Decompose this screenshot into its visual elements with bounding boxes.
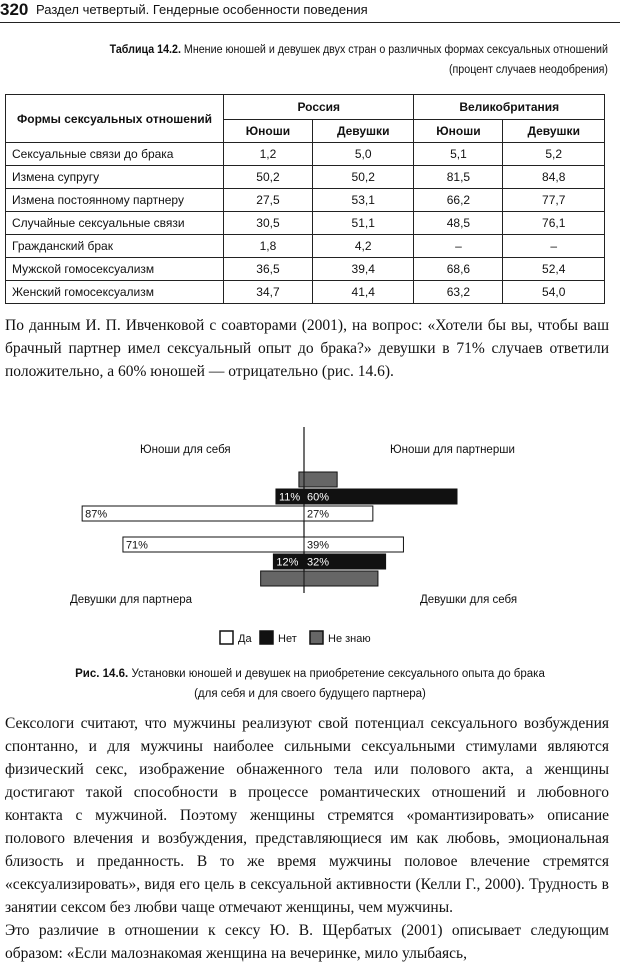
table-row — [6, 189, 605, 212]
table-cell: 77,7 — [503, 189, 605, 212]
table-cell: 50,2 — [224, 166, 313, 189]
subheader: Юноши — [414, 120, 503, 143]
bar-left-3 — [123, 537, 304, 552]
figure-chart — [40, 425, 600, 655]
table-cell: 66,2 — [414, 189, 503, 212]
figure-caption-label: Рис. 14.6. — [75, 668, 129, 680]
subheader: Юноши — [224, 120, 313, 143]
row-label: Гражданский брак — [6, 235, 224, 258]
quadrant-label-top-right: Юноши для партнерши — [390, 444, 515, 456]
running-header — [0, 0, 620, 23]
table-cell: 53,1 — [312, 189, 414, 212]
figure-caption-text: Установки юношей и девушек на приобретение сексуального опыта до брака — [131, 668, 545, 680]
quadrant-label-bottom-right: Девушки для себя — [420, 594, 518, 606]
table-cell: 63,2 — [414, 281, 503, 304]
table-cell: 52,4 — [503, 258, 605, 281]
table-row — [6, 143, 605, 166]
subheader: Девушки — [503, 120, 605, 143]
table-cell: 5,1 — [414, 143, 503, 166]
legend-label-2: Не знаю — [328, 633, 371, 645]
table-cell: 41,4 — [312, 281, 414, 304]
quadrant-label-top-left: Юноши для себя — [140, 444, 231, 456]
table-cell: 5,2 — [503, 143, 605, 166]
table-row — [6, 258, 605, 281]
data-table — [5, 94, 605, 304]
bar-left-5 — [261, 571, 304, 586]
table-cell: 68,6 — [414, 258, 503, 281]
bar-label-left-4: 12% — [276, 556, 299, 569]
page-number: 320 — [0, 0, 29, 19]
table-cell: 76,1 — [503, 212, 605, 235]
table-cell: 1,2 — [224, 143, 313, 166]
table-cell: 81,5 — [414, 166, 503, 189]
bar-label-right-2: 27% — [307, 508, 330, 521]
legend-swatch-1 — [260, 631, 273, 644]
bar-right-5 — [304, 571, 378, 586]
paragraph-2: Сексологи считают, что мужчины реализуют свой потенциал сексуального возбуждения спонтанно, и для мужчины наиболее сильными сексуальными стимулами являются физический секс, изображение обнаженного тела или полового акта, а женщины достигают такой способности в процессе романтических отношений и любовного контакта с мужчиной. Поэтому женщины стремятся «романтизировать» описание полового влечения и возбуждения, представляющиеся им как любовь, эмоциональная близость и преданность. В то же время мужчины половое влечение стремятся «сексуализировать», видя его цель в сексуальной активности (Келли Г., 2000). Трудность в занятии сексом без любви чаще отмечают женщины, чем мужчины. — [5, 715, 609, 916]
row-label: Измена постоянному партнеру — [6, 189, 224, 212]
bar-label-right-4: 32% — [307, 556, 330, 569]
legend-swatch-0 — [220, 631, 233, 644]
table-caption — [80, 40, 608, 80]
legend-swatch-2 — [310, 631, 323, 644]
row-label: Мужской гомосексуализм — [6, 258, 224, 281]
table-row — [6, 166, 605, 189]
bar-label-left-2: 87% — [85, 508, 108, 521]
bar-label-right-1: 60% — [307, 491, 330, 504]
table-cell: 4,2 — [312, 235, 414, 258]
table-cell: 1,8 — [224, 235, 313, 258]
legend-label-1: Нет — [278, 633, 297, 645]
table-cell: 48,5 — [414, 212, 503, 235]
table-row — [6, 212, 605, 235]
bar-left-2 — [82, 506, 304, 521]
table-caption-note: (процент случаев неодобрения) — [448, 64, 608, 76]
row-label: Сексуальные связи до брака — [6, 143, 224, 166]
row-label: Случайные сексуальные связи — [6, 212, 224, 235]
paragraph-1: По данным И. П. Ивченковой с соавторами (2001), на вопрос: «Хотели бы вы, чтобы ваш брачный партнер имел сексуальный опыт до брака?» девушки в 71% случаев ответили положительно, а 60% юношей — отрицательно (рис. 14.6). — [5, 317, 609, 380]
table-row — [6, 281, 605, 304]
figure-caption-note: (для себя и для своего будущего партнера) — [194, 688, 426, 700]
table-cell: 39,4 — [312, 258, 414, 281]
table-cell: – — [503, 235, 605, 258]
quadrant-label-bottom-left: Девушки для партнера — [70, 594, 193, 606]
table-cell: 54,0 — [503, 281, 605, 304]
subheader: Девушки — [312, 120, 414, 143]
group-header-russia: Россия — [224, 95, 414, 120]
bar-label-left-3: 71% — [125, 539, 148, 552]
table-caption-text: Мнение юношей и девушек двух стран о различных формах сексуальных отношений — [183, 44, 608, 56]
table-cell: 84,8 — [503, 166, 605, 189]
table-row — [6, 235, 605, 258]
table-cell: – — [414, 235, 503, 258]
row-header: Формы сексуальных отношений — [6, 95, 224, 143]
table-cell: 5,0 — [312, 143, 414, 166]
paragraph-3: Это различие в отношении к сексу Ю. В. Щербатых (2001) описывает следующим образом: «Если малознакомая женщина на вечеринке, мило улыбаясь, — [5, 922, 609, 962]
bar-left-0 — [299, 472, 304, 487]
row-label: Женский гомосексуализм — [6, 281, 224, 304]
table-caption-label: Таблица 14.2. — [109, 44, 181, 56]
table-cell: 36,5 — [224, 258, 313, 281]
running-title: Раздел четвертый. Гендерные особенности поведения — [36, 2, 368, 17]
legend-label-0: Да — [238, 633, 252, 645]
row-label: Измена супругу — [6, 166, 224, 189]
bar-label-left-1: 11% — [278, 491, 301, 504]
group-header-uk: Великобритания — [414, 95, 605, 120]
table-cell: 51,1 — [312, 212, 414, 235]
table-cell: 27,5 — [224, 189, 313, 212]
bar-label-right-3: 39% — [307, 539, 330, 552]
bar-right-0 — [304, 472, 337, 487]
table-cell: 30,5 — [224, 212, 313, 235]
table-cell: 50,2 — [312, 166, 414, 189]
table-cell: 34,7 — [224, 281, 313, 304]
figure-caption — [40, 664, 580, 704]
